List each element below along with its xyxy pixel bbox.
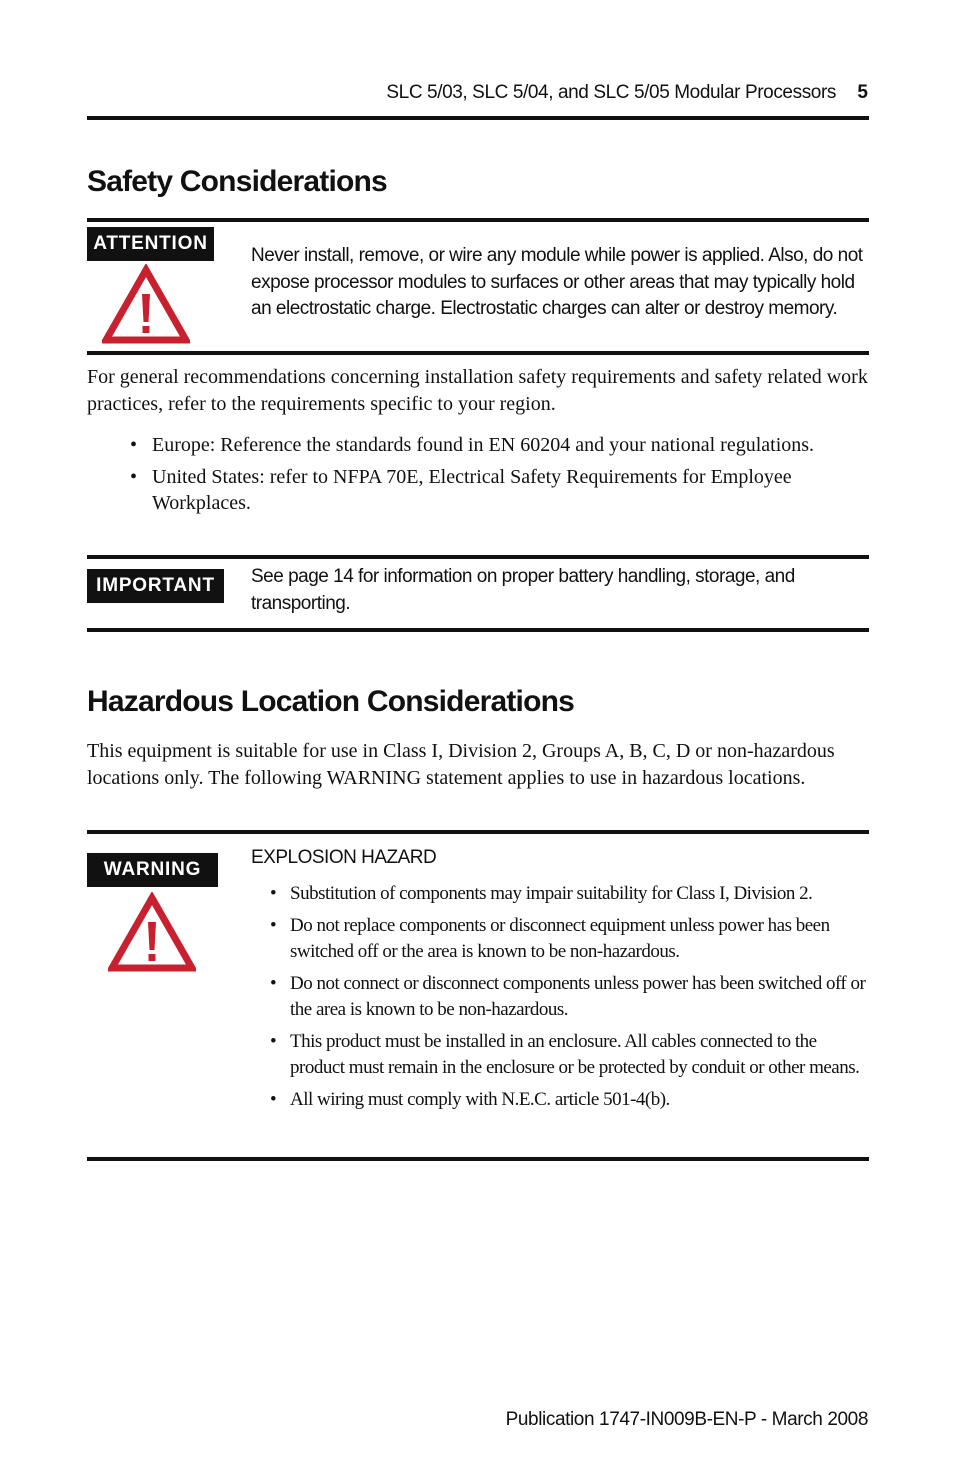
publication-footer: Publication 1747-IN009B-EN-P - March 2008 bbox=[505, 1409, 868, 1430]
list-item: • All wiring must comply with N.E.C. article 501-4(b). bbox=[270, 1087, 870, 1114]
important-text: See page 14 for information on proper battery handling, storage, and transporting. bbox=[251, 566, 795, 614]
safety-intro-paragraph: For general recommendations concerning installation safety requirements and safety related work practices, refer to the requirements specific to your region. bbox=[87, 366, 868, 415]
hazardous-intro-paragraph: This equipment is suitable for use in Class I, Division 2, Groups A, B, C, D or non-hazardous locations only. The following WARNING statement applies to use in hazardous locations. bbox=[87, 740, 835, 789]
header-rule bbox=[87, 116, 869, 120]
page-number: 5 bbox=[857, 82, 868, 103]
warning-triangle-icon bbox=[108, 892, 196, 972]
safety-heading: Safety Considerations bbox=[87, 165, 387, 198]
list-item: • United States: refer to NFPA 70E, Electrical Safety Requirements for Employee Workplaces. bbox=[130, 464, 830, 516]
warning-title: EXPLOSION HAZARD bbox=[251, 847, 437, 868]
list-item: • Substitution of components may impair suitability for Class I, Division 2. bbox=[270, 881, 870, 908]
attention-warning-triangle-icon bbox=[102, 264, 190, 344]
list-item: • This product must be installed in an enclosure. All cables connected to the product must remain in the enclosure or be protected by conduit or other means. bbox=[270, 1029, 870, 1082]
important-top-rule bbox=[87, 555, 869, 559]
warning-badge: WARNING bbox=[87, 853, 218, 887]
region-standards-list bbox=[130, 432, 830, 522]
list-item: • Do not replace components or disconnect equipment unless power has been switched off or the area is known to be non-hazardous. bbox=[270, 913, 870, 966]
important-bottom-rule bbox=[87, 628, 869, 632]
warning-bottom-rule bbox=[87, 1157, 869, 1161]
warning-top-rule bbox=[87, 830, 869, 834]
hazardous-heading: Hazardous Location Considerations bbox=[87, 685, 574, 718]
explosion-hazard-list bbox=[270, 881, 870, 1118]
attention-badge: ATTENTION bbox=[87, 227, 214, 261]
list-item: • Do not connect or disconnect components unless power has been switched off or the area is known to be non-hazardous. bbox=[270, 971, 870, 1024]
attention-bottom-rule bbox=[87, 351, 869, 355]
list-item: • Europe: Reference the standards found in EN 60204 and your national regulations. bbox=[130, 432, 830, 458]
running-header-title: SLC 5/03, SLC 5/04, and SLC 5/05 Modular Processors bbox=[386, 82, 836, 103]
important-badge: IMPORTANT bbox=[87, 569, 224, 603]
attention-text: Never install, remove, or wire any module while power is applied. Also, do not expose processor modules to surfaces or other areas that may typically hold an electrostatic charge. Electrostatic charges can alter or destroy memory. bbox=[251, 245, 863, 319]
attention-top-rule bbox=[87, 218, 869, 222]
